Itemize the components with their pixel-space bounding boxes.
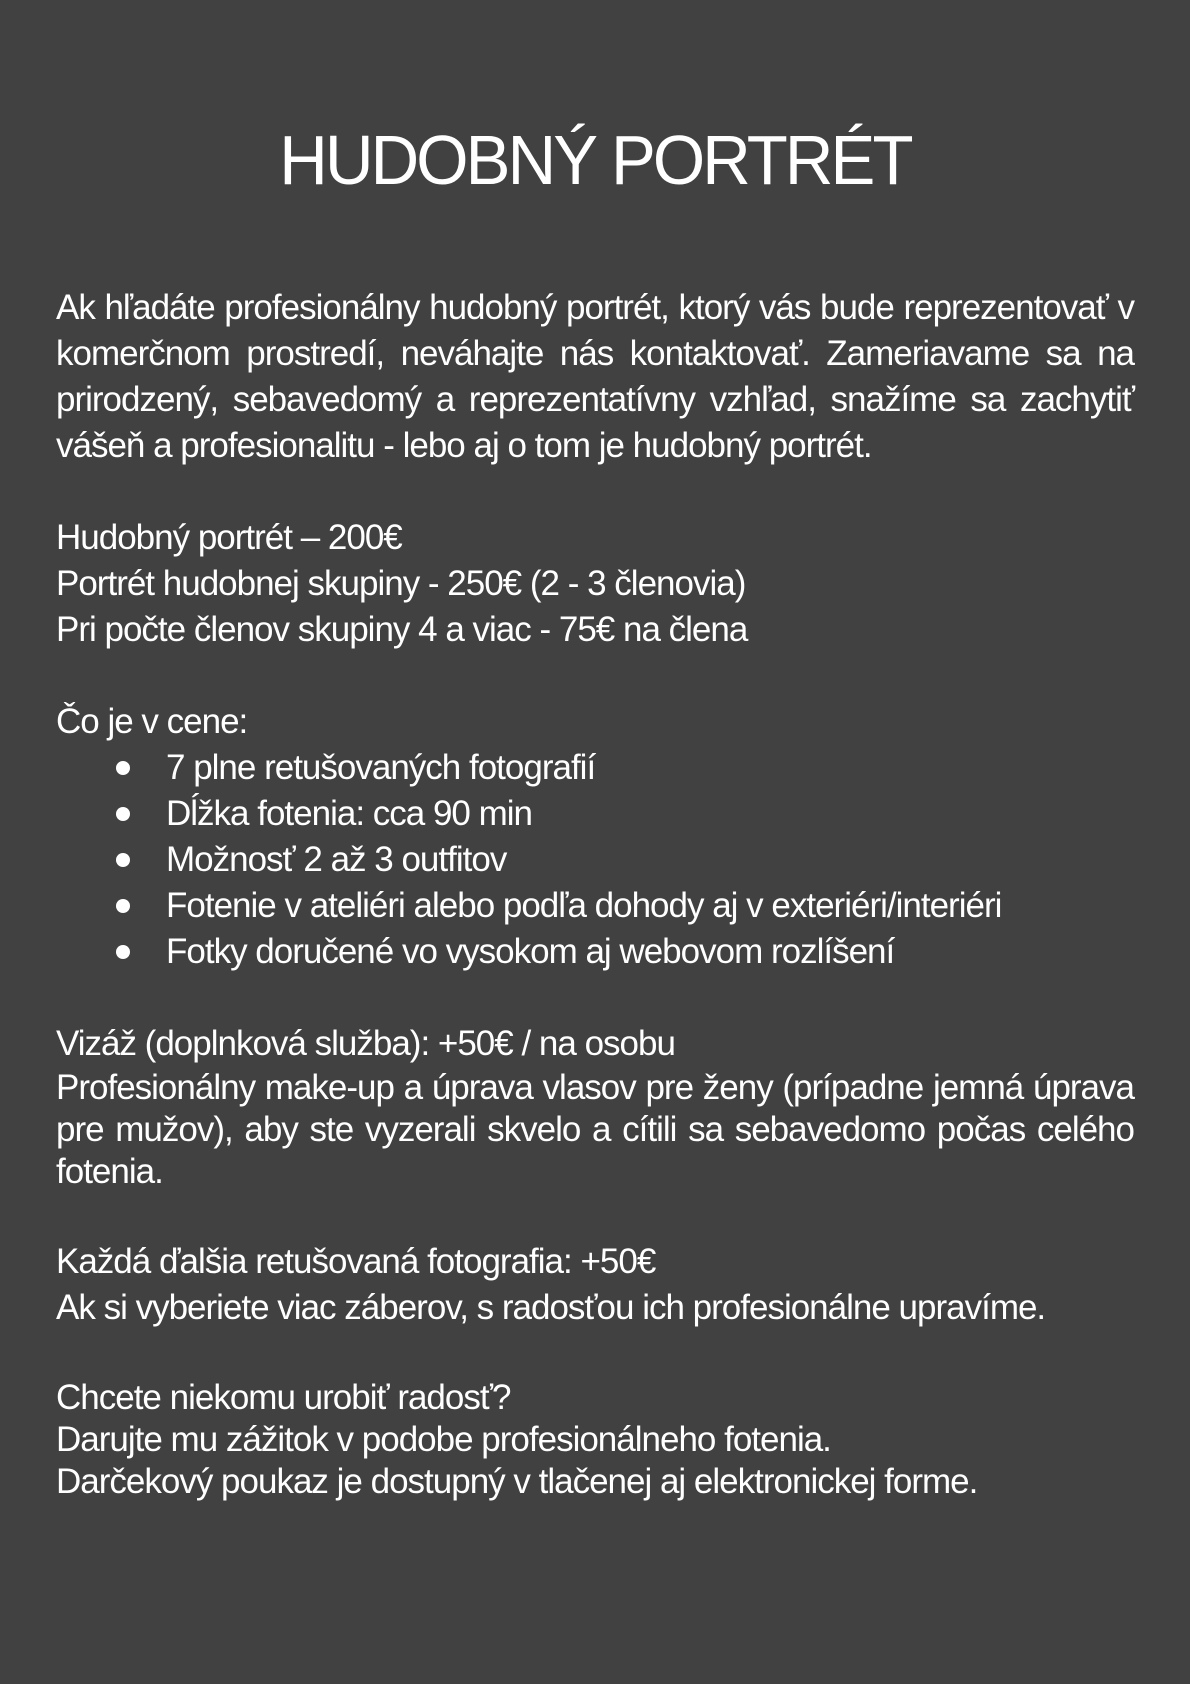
gift-line-2: Darčekový poukaz je dostupný v tlačenej aj elektronickej forme. <box>56 1462 978 1501</box>
visage-description: Profesionálny make-up a úprava vlasov pre ženy (prípadne jemná úprava pre mužov), aby ste vyzerali skvelo a cítili sa sebavedomo počas celého fotenia. <box>56 1068 1134 1191</box>
intro-paragraph: Ak hľadáte profesionálny hudobný portrét, ktorý vás bude reprezentovať v komerčnom prostredí, neváhajte nás kontaktovať. Zameriavame sa na prirodzený, sebavedomý a reprezentatívny vzhľad, snažíme sa zachytiť vášeň a profesionalitu - lebo aj o tom je hudobný portrét. <box>56 288 1134 465</box>
extra-photo-section <box>56 1239 1134 1331</box>
list-item <box>166 883 1134 929</box>
bullet-icon <box>116 899 130 913</box>
gift-line-1: Darujte mu zážitok v podobe profesionálneho fotenia. <box>56 1420 831 1459</box>
included-heading: Čo je v cene: <box>56 702 248 741</box>
gift-heading: Chcete niekomu urobiť radosť? <box>56 1378 511 1417</box>
price-list <box>56 515 1134 653</box>
price-line-portrait: Hudobný portrét – 200€ <box>56 518 402 557</box>
list-item-label: Fotky doručené vo vysokom aj webovom rozlíšení <box>166 932 895 971</box>
gift-section <box>56 1377 1134 1503</box>
bullet-icon <box>116 853 130 867</box>
extra-photo-heading: Každá ďalšia retušovaná fotografia: +50€ <box>56 1242 656 1281</box>
extra-photo-description: Ak si vyberiete viac záberov, s radosťou ich profesionálne upravíme. <box>56 1288 1046 1327</box>
page-title: HUDOBNÝ PORTRÉT <box>279 121 911 199</box>
list-item <box>166 837 1134 883</box>
visage-section <box>56 1021 1134 1193</box>
list-item <box>166 929 1134 975</box>
list-item <box>166 791 1134 837</box>
price-line-band: Portrét hudobnej skupiny - 250€ (2 - 3 členovia) <box>56 564 746 603</box>
bullet-icon <box>116 945 130 959</box>
included-list <box>56 745 1134 975</box>
list-item-label: Fotenie v ateliéri alebo podľa dohody aj v exteriéri/interiéri <box>166 886 1002 925</box>
list-item-label: Dĺžka fotenia: cca 90 min <box>166 794 533 833</box>
price-line-per-member: Pri počte členov skupiny 4 a viac - 75€ na člena <box>56 610 748 649</box>
list-item-label: Možnosť 2 až 3 outfitov <box>166 840 507 879</box>
bullet-icon <box>116 807 130 821</box>
bullet-icon <box>116 761 130 775</box>
list-item-label: 7 plne retušovaných fotografií <box>166 748 596 787</box>
visage-heading: Vizáž (doplnková služba): +50€ / na osobu <box>56 1024 675 1063</box>
list-item <box>166 745 1134 791</box>
